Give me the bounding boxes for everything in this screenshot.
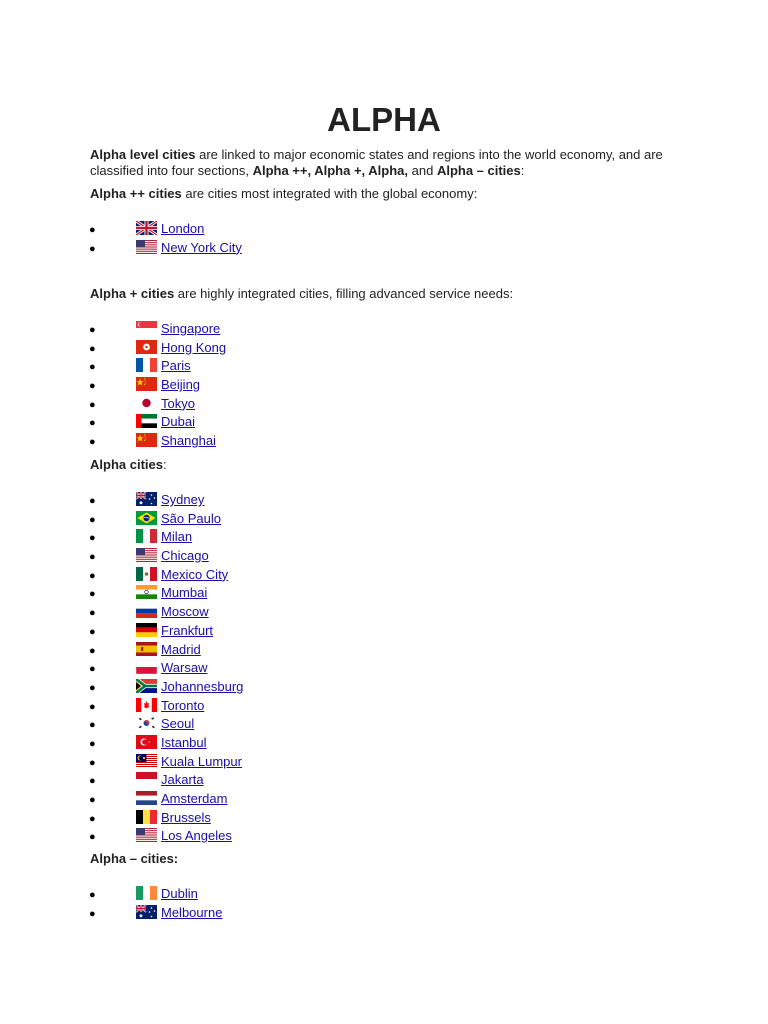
list-item xyxy=(0,414,768,433)
list-item xyxy=(0,905,768,924)
uk-flag-icon xyxy=(136,221,157,235)
bullet-point: ● xyxy=(89,625,96,638)
city-link[interactable]: Beijing xyxy=(161,377,201,393)
intro-bold-3: Alpha – cities xyxy=(436,163,521,178)
city-link[interactable]: Los Angeles xyxy=(161,828,232,844)
list-item xyxy=(0,340,768,359)
list-item xyxy=(0,492,768,511)
bullet-point: ● xyxy=(89,342,96,355)
list-item xyxy=(0,772,768,791)
city-list-alpha-minus xyxy=(0,886,768,923)
list-item xyxy=(0,886,768,905)
japan-flag-icon xyxy=(136,396,157,410)
china-flag-icon xyxy=(136,433,157,447)
list-item xyxy=(0,548,768,567)
france-flag-icon xyxy=(136,358,157,372)
city-link[interactable]: Shanghai xyxy=(161,433,216,449)
bullet-point: ● xyxy=(89,681,96,694)
turkey-flag-icon xyxy=(136,735,157,749)
spain-flag-icon xyxy=(136,642,157,656)
russia-flag-icon xyxy=(136,604,157,618)
usa-flag-icon xyxy=(136,828,157,842)
usa-flag-icon xyxy=(136,548,157,562)
city-link[interactable]: Hong Kong xyxy=(161,339,227,355)
italy-flag-icon xyxy=(136,529,157,543)
australia-flag-icon xyxy=(136,492,157,506)
bullet-point: ● xyxy=(89,775,96,788)
bullet-point: ● xyxy=(89,644,96,657)
intro-bold-1: Alpha level cities xyxy=(90,147,196,162)
city-list-alpha-plus xyxy=(0,321,768,452)
list-item xyxy=(0,585,768,604)
south-africa-flag-icon xyxy=(136,679,157,693)
bullet-point: ● xyxy=(89,361,96,374)
city-link[interactable]: Dublin xyxy=(161,886,198,901)
intro-text-2: and xyxy=(408,163,437,178)
bullet-point: ● xyxy=(89,794,96,806)
intro-paragraph xyxy=(90,147,690,179)
mexico-flag-icon xyxy=(136,567,157,581)
uae-flag-icon xyxy=(136,414,157,428)
city-link[interactable]: London xyxy=(161,221,205,236)
section-heading-bold: Alpha ++ cities xyxy=(90,186,182,201)
list-item xyxy=(0,698,768,717)
list-item xyxy=(0,660,768,679)
bullet-point: ● xyxy=(89,495,96,507)
hong-kong-flag-icon xyxy=(136,340,157,354)
city-list-alpha xyxy=(0,492,768,847)
intro-bold-2: Alpha ++, Alpha +, Alpha, xyxy=(252,163,409,178)
city-link[interactable]: Amsterdam xyxy=(161,791,228,806)
bullet-point: ● xyxy=(89,242,96,255)
list-item xyxy=(0,604,768,623)
section-heading-bold: Alpha + cities xyxy=(90,286,175,301)
usa-flag-icon xyxy=(136,240,157,254)
list-item xyxy=(0,642,768,661)
canada-flag-icon xyxy=(136,698,157,712)
list-item xyxy=(0,511,768,530)
germany-flag-icon xyxy=(136,623,157,637)
list-item xyxy=(0,529,768,548)
section-heading-bold: Alpha – cities: xyxy=(90,851,179,866)
malaysia-flag-icon xyxy=(136,754,157,768)
bullet-point: ● xyxy=(89,889,96,901)
city-list-alpha-plus-plus xyxy=(0,221,768,258)
city-link[interactable]: Mexico City xyxy=(161,566,229,582)
bullet-point: ● xyxy=(89,812,96,825)
list-item xyxy=(0,679,768,698)
list-item xyxy=(0,321,768,340)
city-link[interactable]: Mumbai xyxy=(161,585,208,601)
city-link[interactable]: Chicago xyxy=(161,548,209,564)
city-link[interactable]: Madrid xyxy=(161,641,201,657)
netherlands-flag-icon xyxy=(136,791,157,805)
bullet-point: ● xyxy=(89,588,96,601)
bullet-point: ● xyxy=(89,831,96,844)
section-heading-text: are highly integrated cities, filling advanced service needs: xyxy=(174,286,514,301)
city-link[interactable]: Toronto xyxy=(161,697,205,713)
bullet-point: ● xyxy=(89,719,96,732)
list-item xyxy=(0,623,768,642)
list-item xyxy=(0,791,768,810)
ireland-flag-icon xyxy=(136,886,157,900)
bullet-point: ● xyxy=(89,224,96,236)
bullet-point: ● xyxy=(89,532,96,545)
list-item xyxy=(0,567,768,586)
city-link[interactable]: Frankfurt xyxy=(161,622,214,638)
india-flag-icon xyxy=(136,585,157,599)
city-link[interactable]: Singapore xyxy=(161,321,221,336)
intro-text-1: are linked to major economic states and regions into the world economy, and are classified into four sections, xyxy=(90,147,663,178)
list-item xyxy=(0,358,768,377)
section-heading-alpha-minus xyxy=(90,851,690,867)
list-item xyxy=(0,828,768,847)
bullet-point: ● xyxy=(89,607,96,620)
bullet-point: ● xyxy=(89,417,96,430)
bullet-point: ● xyxy=(89,436,96,449)
indonesia-flag-icon xyxy=(136,772,157,786)
section-heading-alpha-plus-plus xyxy=(90,186,690,202)
city-link[interactable]: Johannesburg xyxy=(161,678,244,694)
city-link[interactable]: Milan xyxy=(161,529,193,545)
city-link[interactable]: Jakarta xyxy=(161,772,204,788)
city-link[interactable]: Melbourne xyxy=(161,904,223,920)
intro-text-3: : xyxy=(520,163,525,178)
bullet-point: ● xyxy=(89,324,96,336)
city-link[interactable]: Brussels xyxy=(161,809,211,825)
city-link[interactable]: Kuala Lumpur xyxy=(161,753,242,769)
city-link[interactable]: Sydney xyxy=(161,492,205,507)
list-item xyxy=(0,221,768,240)
bullet-point: ● xyxy=(89,513,96,526)
city-link[interactable]: Paris xyxy=(161,358,191,374)
section-heading-bold: Alpha cities xyxy=(90,457,163,472)
list-item xyxy=(0,735,768,754)
bullet-point: ● xyxy=(89,756,96,769)
bullet-point: ● xyxy=(89,907,96,920)
poland-flag-icon xyxy=(136,660,157,674)
section-heading-text: : xyxy=(162,457,167,472)
bullet-point: ● xyxy=(89,737,96,750)
list-item xyxy=(0,433,768,452)
list-item xyxy=(0,377,768,396)
section-heading-alpha xyxy=(90,457,690,473)
brazil-flag-icon xyxy=(136,511,157,525)
list-item xyxy=(0,396,768,415)
city-link[interactable]: Tokyo xyxy=(161,395,195,411)
list-item xyxy=(0,240,768,259)
singapore-flag-icon xyxy=(136,321,157,335)
list-item xyxy=(0,754,768,773)
australia-flag-icon xyxy=(136,905,157,919)
city-link[interactable]: Dubai xyxy=(161,414,195,430)
city-link[interactable]: Warsaw xyxy=(161,660,208,676)
bullet-point: ● xyxy=(89,569,96,582)
city-link[interactable]: Seoul xyxy=(161,716,195,732)
bullet-point: ● xyxy=(89,551,96,564)
list-item xyxy=(0,810,768,829)
city-link[interactable]: São Paulo xyxy=(161,510,221,526)
page-title: ALPHA xyxy=(327,101,441,138)
section-heading-text: are cities most integrated with the global economy: xyxy=(181,186,478,201)
section-heading-alpha-plus xyxy=(90,286,690,302)
bullet-point: ● xyxy=(89,380,96,393)
city-link[interactable]: Moscow xyxy=(161,604,209,620)
bullet-point: ● xyxy=(89,700,96,713)
list-item xyxy=(0,716,768,735)
city-link[interactable]: New York City xyxy=(161,239,242,255)
bullet-point: ● xyxy=(89,663,96,676)
belgium-flag-icon xyxy=(136,810,157,824)
south-korea-flag-icon xyxy=(136,716,157,730)
china-flag-icon xyxy=(136,377,157,391)
city-link[interactable]: Istanbul xyxy=(161,734,207,750)
bullet-point: ● xyxy=(89,398,96,411)
